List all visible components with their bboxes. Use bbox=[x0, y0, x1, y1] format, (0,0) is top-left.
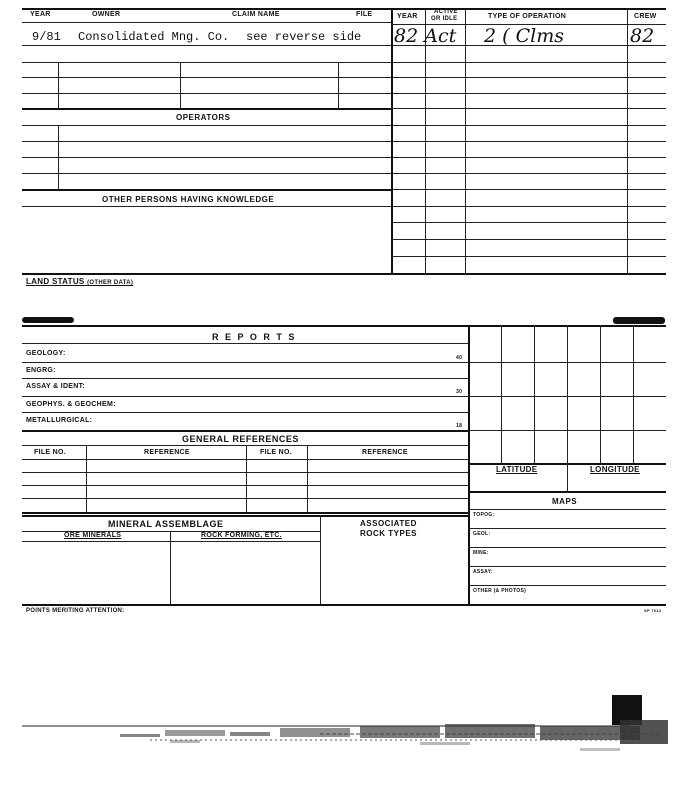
report-row-line bbox=[22, 396, 468, 397]
general-references-title: GENERAL REFERENCES bbox=[182, 434, 299, 444]
grid-col bbox=[633, 325, 634, 463]
report-row-line bbox=[22, 430, 468, 432]
ops-row-line bbox=[391, 45, 666, 46]
ops-row-line bbox=[391, 256, 666, 257]
maps-title-line bbox=[468, 509, 666, 510]
gr-col-file1: FILE NO. bbox=[34, 449, 66, 456]
grid-col bbox=[567, 325, 568, 463]
maps-geol: GEOL: bbox=[473, 531, 491, 537]
header-owner: OWNER bbox=[92, 11, 121, 18]
maps-other: OTHER (& PHOTOS) bbox=[473, 588, 527, 594]
ops-header-year: YEAR bbox=[397, 13, 418, 20]
row-line bbox=[22, 206, 392, 207]
gr-col-file2: FILE NO. bbox=[260, 449, 292, 456]
reports-title: R E P O R T S bbox=[212, 332, 297, 342]
reports-top-border bbox=[22, 325, 666, 327]
gr-row-line bbox=[22, 459, 468, 460]
maps-mine: MINE: bbox=[473, 550, 489, 556]
ops-entry-crew: 82 bbox=[630, 25, 655, 47]
ops-header-idle: OR IDLE bbox=[431, 16, 458, 22]
entry-claim-name: see reverse side bbox=[246, 30, 362, 44]
gr-bottom-line bbox=[22, 512, 468, 514]
report-label-metallurgical: METALLURGICAL: bbox=[26, 417, 93, 424]
rock-forming-label: ROCK FORMING, ETC. bbox=[201, 532, 282, 539]
mineral-header-line bbox=[22, 541, 320, 542]
bottom-border bbox=[22, 604, 666, 606]
mineral-divider bbox=[320, 515, 321, 604]
report-num: 18 bbox=[456, 423, 463, 429]
maps-row bbox=[468, 528, 666, 529]
report-label-geology: GEOLOGY: bbox=[26, 350, 66, 357]
gr-col-divider bbox=[307, 445, 308, 512]
form-number: SP 7012 bbox=[644, 608, 662, 613]
assoc-rock-line2: ROCK TYPES bbox=[360, 529, 418, 538]
row-line bbox=[22, 45, 392, 46]
ops-entry-type: 2 ( Clms bbox=[484, 25, 564, 47]
longitude-label: LONGITUDE bbox=[590, 465, 640, 474]
header-claim-name: CLAIM NAME bbox=[232, 11, 280, 18]
reports-title-line bbox=[22, 343, 468, 344]
col-divider bbox=[338, 62, 339, 108]
row-line bbox=[22, 141, 392, 142]
header-year: YEAR bbox=[30, 11, 51, 18]
ops-row-line bbox=[391, 189, 666, 190]
land-status-label: LAND STATUS (OTHER DATA) bbox=[26, 277, 134, 286]
report-row-line bbox=[22, 412, 468, 413]
row-line bbox=[22, 77, 392, 78]
ops-header-active: ACTIVE bbox=[434, 9, 458, 15]
grid-row bbox=[468, 396, 666, 397]
ore-minerals-label: ORE MINERALS bbox=[64, 532, 122, 539]
gr-col-ref1: REFERENCE bbox=[144, 449, 190, 456]
report-label-assay: ASSAY & IDENT: bbox=[26, 383, 86, 390]
row-line bbox=[22, 62, 392, 63]
report-label-engrg: ENGRG: bbox=[26, 367, 56, 374]
ops-row-line bbox=[391, 239, 666, 240]
report-num: 30 bbox=[456, 389, 463, 395]
grid-col bbox=[600, 325, 601, 463]
ops-top-border bbox=[391, 8, 666, 10]
col-divider bbox=[58, 62, 59, 108]
row-line bbox=[22, 108, 392, 110]
gr-col-divider bbox=[246, 445, 247, 512]
header-underline bbox=[22, 22, 392, 23]
ops-row-line bbox=[391, 206, 666, 207]
header-file: FILE bbox=[356, 11, 373, 18]
grid-col bbox=[534, 325, 535, 463]
points-meriting-attention: POINTS MERITING ATTENTION: bbox=[26, 608, 125, 614]
assoc-rock-line1: ASSOCIATED bbox=[360, 519, 417, 528]
row-line bbox=[22, 273, 392, 275]
gr-row-line bbox=[22, 485, 468, 486]
top-border bbox=[22, 8, 392, 10]
ops-row-line bbox=[391, 157, 666, 158]
ops-row-line bbox=[391, 77, 666, 78]
ops-row-line bbox=[391, 141, 666, 142]
report-label-geophys: GEOPHYS. & GEOCHEM: bbox=[26, 401, 116, 408]
maps-row bbox=[468, 547, 666, 548]
entry-year: 9/81 bbox=[32, 30, 61, 44]
col-divider bbox=[58, 125, 59, 189]
report-row-line bbox=[22, 378, 468, 379]
row-line bbox=[22, 189, 392, 191]
entry-owner: Consolidated Mng. Co. bbox=[78, 30, 230, 44]
row-line bbox=[22, 125, 392, 126]
maps-topog: TOPOG: bbox=[473, 512, 495, 518]
maps-row bbox=[468, 585, 666, 586]
latlong-divider bbox=[567, 463, 568, 491]
maps-assay: ASSAY: bbox=[473, 569, 493, 575]
mineral-top-border bbox=[22, 515, 468, 517]
ops-bottom-border bbox=[391, 273, 666, 275]
scan-mark bbox=[613, 317, 665, 324]
ops-entry-year-active: 82 Act bbox=[394, 25, 457, 47]
ops-row-line bbox=[391, 62, 666, 63]
gr-row-line bbox=[22, 498, 468, 499]
scan-noise bbox=[20, 720, 670, 770]
mineral-title: MINERAL ASSEMBLAGE bbox=[108, 519, 224, 529]
ops-row-line bbox=[391, 125, 666, 126]
col-divider bbox=[180, 62, 181, 108]
ops-row-line bbox=[391, 173, 666, 174]
ops-row-line bbox=[391, 108, 666, 109]
grid-row bbox=[468, 430, 666, 431]
grid-row bbox=[468, 362, 666, 363]
report-num: 40 bbox=[456, 355, 463, 361]
scan-mark bbox=[22, 317, 74, 323]
ops-header-crew: CREW bbox=[634, 13, 657, 20]
gr-col-ref2: REFERENCE bbox=[362, 449, 408, 456]
gr-row-line bbox=[22, 472, 468, 473]
maps-title: MAPS bbox=[552, 497, 578, 506]
latitude-label: LATITUDE bbox=[496, 465, 538, 474]
ops-row-line bbox=[391, 93, 666, 94]
ops-header-type: TYPE OF OPERATION bbox=[488, 13, 567, 20]
gr-col-divider bbox=[86, 445, 87, 512]
gr-title-line bbox=[22, 445, 468, 446]
other-persons-label: OTHER PERSONS HAVING KNOWLEDGE bbox=[102, 195, 275, 204]
report-row-line bbox=[22, 362, 468, 363]
maps-top-border bbox=[468, 491, 666, 493]
row-line bbox=[22, 157, 392, 158]
ops-row-line bbox=[391, 222, 666, 223]
row-line bbox=[22, 173, 392, 174]
row-line bbox=[22, 93, 392, 94]
operators-label: OPERATORS bbox=[176, 113, 231, 122]
maps-row bbox=[468, 566, 666, 567]
grid-col bbox=[501, 325, 502, 463]
